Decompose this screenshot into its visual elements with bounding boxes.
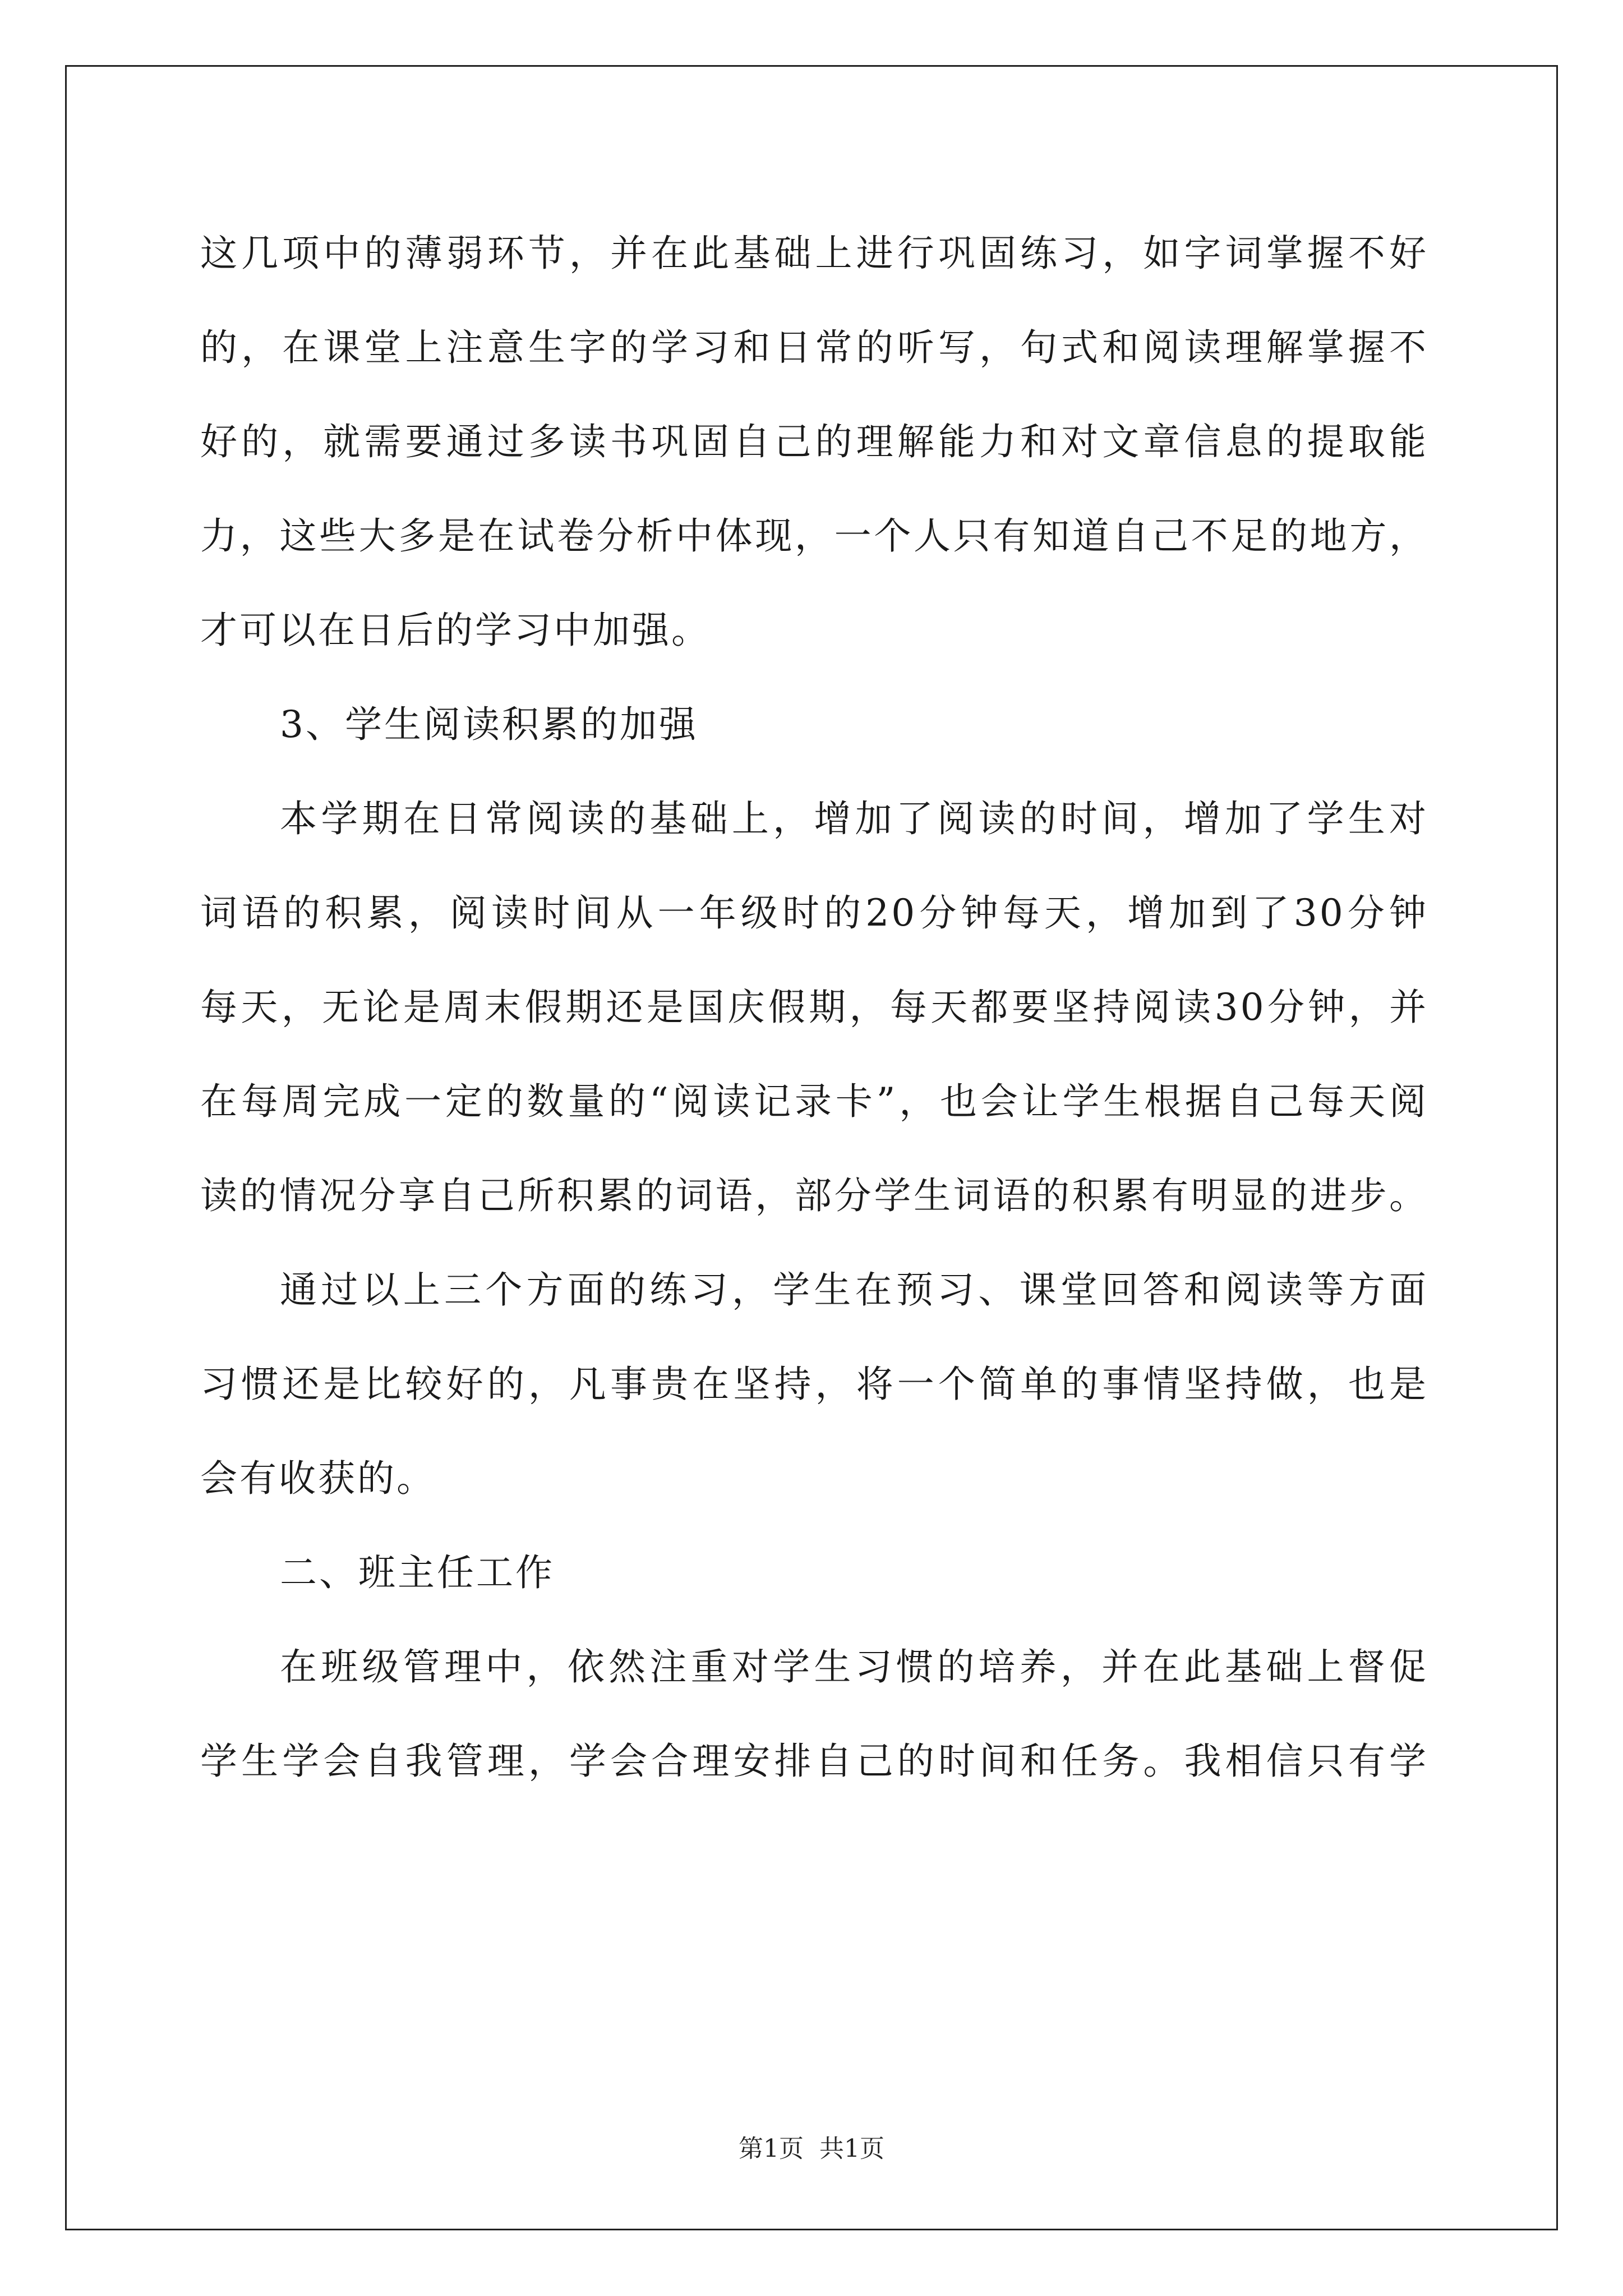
paragraph-line: 这几项中的薄弱环节，并在此基础上进行巩固练习，如字词掌握不好 [200,232,1428,275]
paragraph-line: 词语的积累，阅读时间从一年级时的20分钟每天，增加到了30分钟 [200,891,1428,935]
page-border [65,65,1558,2230]
paragraph-line: 通过以上三个方面的练习，学生在预习、课堂回答和阅读等方面 [280,1268,1428,1312]
paragraph-line: 的，在课堂上注意生字的学习和日常的听写，句式和阅读理解掌握不 [200,326,1428,369]
paragraph-line: 本学期在日常阅读的基础上，增加了阅读的时间，增加了学生对 [280,797,1428,840]
paragraph-line: 好的，就需要通过多读书巩固自己的理解能力和对文章信息的提取能 [200,420,1428,463]
paragraph-line: 力，这些大多是在试卷分析中体现，一个人只有知道自己不足的地方， [200,514,1428,558]
paragraph-line: 读的情况分享自己所积累的词语，部分学生词语的积累有明显的进步。 [200,1174,1428,1217]
paragraph-line: 习惯还是比较好的，凡事贵在坚持，将一个简单的事情坚持做，也是 [200,1363,1428,1406]
paragraph-line: 才可以在日后的学习中加强。 [200,609,711,652]
paragraph-line: 在每周完成一定的数量的“阅读记录卡”，也会让学生根据自己每天阅 [200,1080,1428,1123]
paragraph-line: 学生学会自我管理，学会合理安排自己的时间和任务。我相信只有学 [200,1740,1428,1783]
page-number-footer: 第1页 共1页 [739,2134,884,2163]
paragraph-line: 每天，无论是周末假期还是国庆假期，每天都要坚持阅读30分钟，并 [200,986,1428,1029]
paragraph-line: 在班级管理中，依然注重对学生习惯的培养，并在此基础上督促 [280,1645,1428,1688]
section-heading: 3、学生阅读积累的加强 [280,703,698,746]
section-heading: 二、班主任工作 [280,1551,555,1594]
paragraph-line: 会有收获的。 [200,1457,436,1500]
